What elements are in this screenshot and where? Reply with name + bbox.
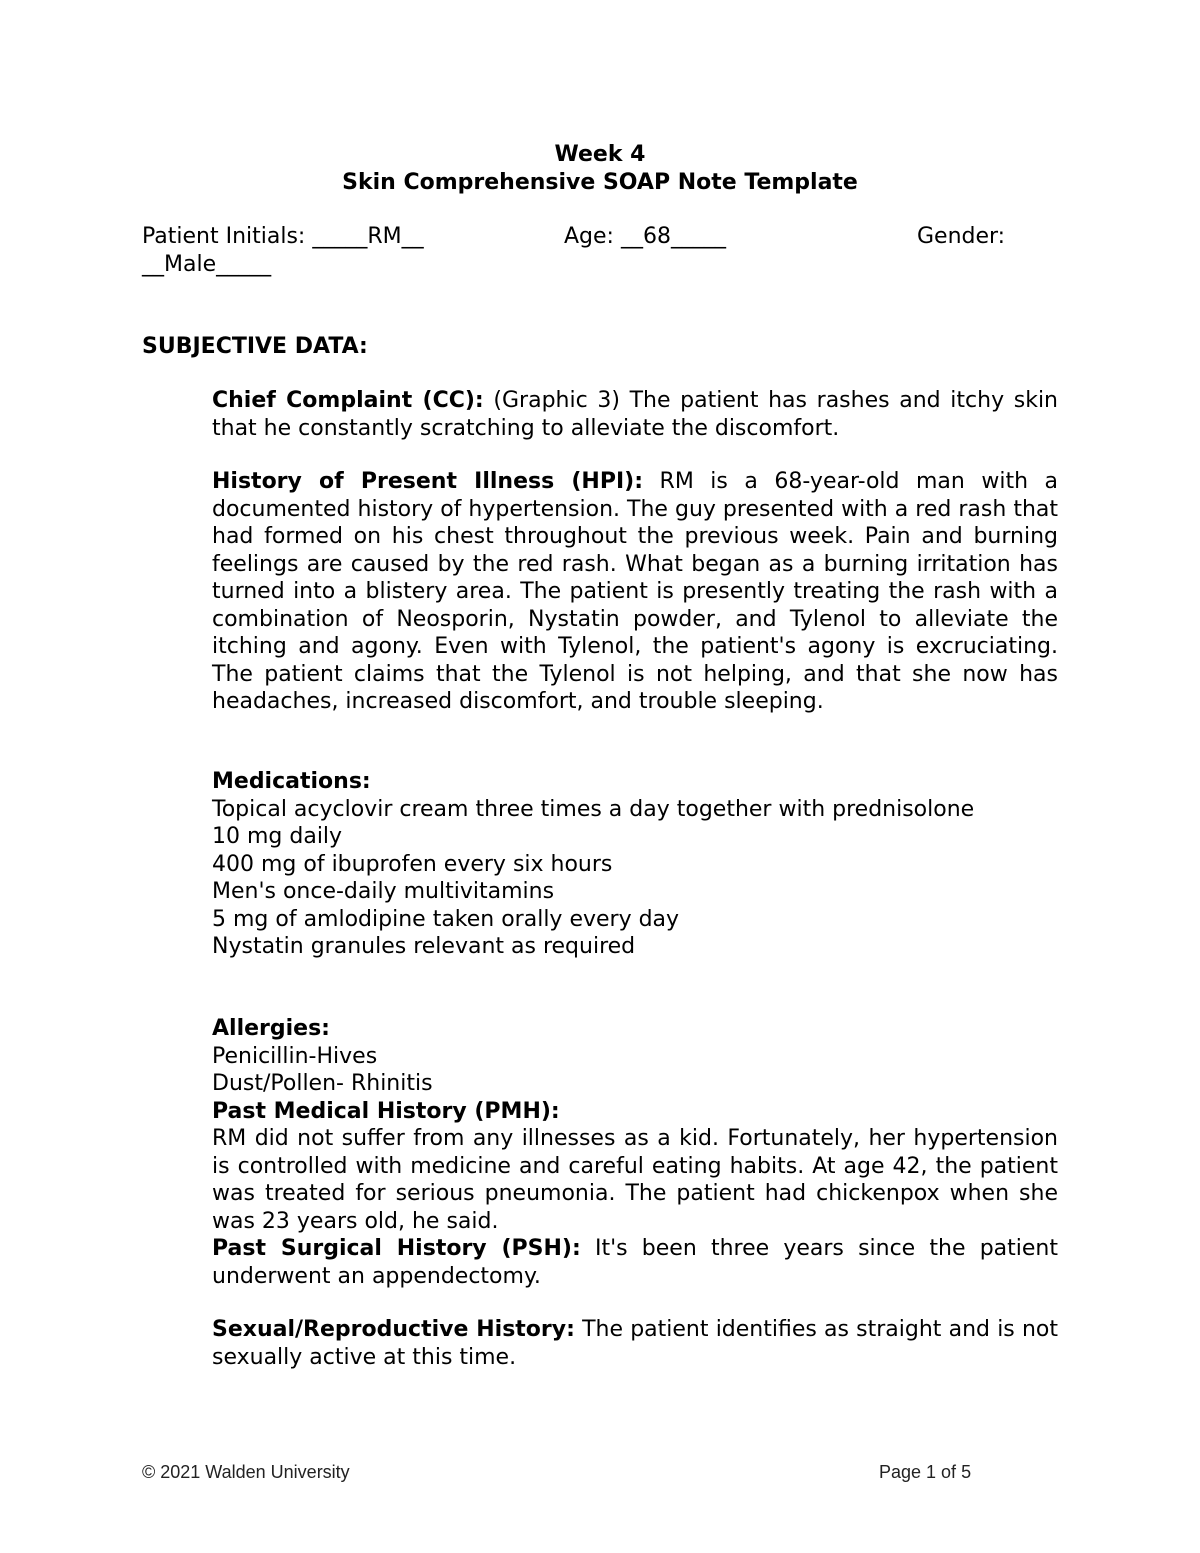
sexual-label: Sexual/Reproductive History: bbox=[212, 1317, 575, 1342]
medication-item: 400 mg of ibuprofen every six hours bbox=[212, 851, 613, 877]
cc-text: (Graphic 3) The patient has rashes and itchy skin that he constantly scratching to alleviate the discomfort. bbox=[212, 388, 1059, 441]
patient-gender-value: __Male_____ bbox=[142, 251, 272, 277]
sexual-text: The patient identifies as straight and is not sexually active at this time. bbox=[212, 1317, 1058, 1370]
patient-gender-label: Gender: bbox=[917, 224, 1006, 249]
pmh-label: Past Medical History (PMH): bbox=[212, 1098, 560, 1124]
week-heading: Week 4 bbox=[554, 142, 646, 167]
subjective-heading: SUBJECTIVE DATA: bbox=[142, 334, 368, 359]
footer-copyright: © 2021 Walden University bbox=[142, 1462, 350, 1482]
sexual-reproductive-history bbox=[212, 1316, 1058, 1371]
medications-label: Medications: bbox=[212, 769, 371, 794]
allergies-section bbox=[212, 1015, 1058, 1125]
allergies-label: Allergies: bbox=[212, 1016, 330, 1041]
past-medical-history: RM did not suffer from any illnesses as a kid. Fortunately, her hypertension is controlled with medicine and careful eating habits. At age 42, the patient was treated for serious pneumonia. The patient had chickenpox when she was 23 years old, he said. bbox=[212, 1126, 1058, 1234]
history-present-illness bbox=[212, 468, 1058, 716]
patient-info bbox=[142, 223, 1042, 278]
medication-item: 10 mg daily bbox=[212, 824, 343, 849]
allergy-item: Dust/Pollen- Rhinitis bbox=[212, 1071, 433, 1096]
past-surgical-history bbox=[212, 1235, 1058, 1290]
patient-initials: Patient Initials: _____RM__ bbox=[142, 224, 424, 249]
medications-section bbox=[212, 768, 1058, 961]
cc-label: Chief Complaint (CC): bbox=[212, 388, 484, 413]
footer-page-number: Page 1 of 5 bbox=[879, 1462, 972, 1482]
medication-item: Men's once-daily multivitamins bbox=[212, 879, 555, 904]
medication-item: Topical acyclovir cream three times a day together with prednisolone bbox=[212, 796, 975, 822]
medication-item: Nystatin granules relevant as required bbox=[212, 934, 636, 959]
medication-item: 5 mg of amlodipine taken orally every day bbox=[212, 906, 680, 932]
psh-text: It's been three years since the patient underwent an appendectomy. bbox=[212, 1236, 1058, 1289]
hpi-label: History of Present Illness (HPI): bbox=[212, 469, 644, 494]
page-title: Skin Comprehensive SOAP Note Template bbox=[342, 169, 858, 195]
hpi-text: RM is a 68-year-old man with a documented history of hypertension. The guy presented with a red rash that had formed on his chest throughout the previous week. Pain and burning feelings are caused by the red rash. What began as a burning irritation has turned into a blistery area. The patient is presently treating the rash with a combination of Neosporin, Nystatin powder, and Tylenol to alleviate the itching and agony. Even with Tylenol, the patient's agony is excruciating. The patient claims that the Tylenol is not helping, and that she now has headaches, increased discomfort, and trouble sleeping. bbox=[212, 469, 1059, 714]
chief-complaint bbox=[212, 387, 1058, 442]
patient-age: Age: __68_____ bbox=[564, 224, 726, 249]
document-title-block bbox=[0, 141, 1200, 196]
allergy-item: Penicillin-Hives bbox=[212, 1043, 378, 1069]
psh-label: Past Surgical History (PSH): bbox=[212, 1236, 581, 1261]
